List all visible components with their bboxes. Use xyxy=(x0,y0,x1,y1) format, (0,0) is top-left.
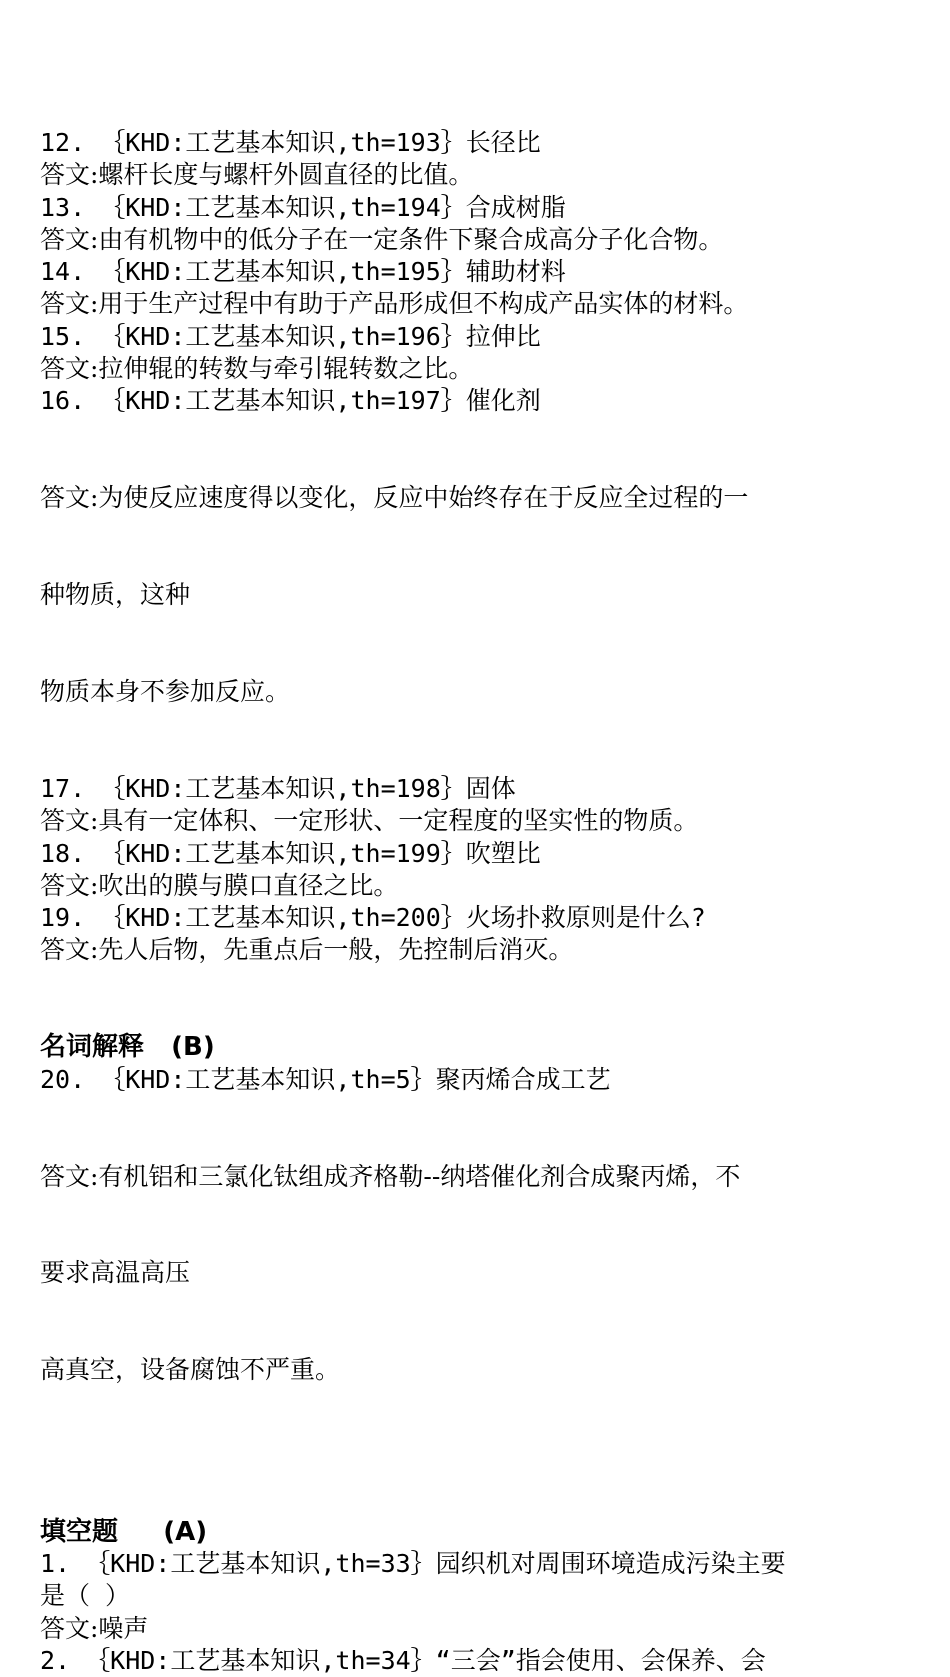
question-text: 18. ｛KHD:工艺基本知识,th=199｝吹塑比 xyxy=(40,838,541,868)
answer-line: 种物质，这种 xyxy=(40,580,191,610)
question-item xyxy=(40,256,860,321)
question-item xyxy=(40,127,860,192)
answer-text: 答文:螺杆长度与螺杆外圆直径的比值。 xyxy=(40,160,474,190)
question-text: 16. ｛KHD:工艺基本知识,th=197｝催化剂 xyxy=(40,386,541,416)
section-heading: 填空题 (A) xyxy=(40,1516,208,1547)
answer-line: 答文:为使反应速度得以变化，反应中始终存在于反应全过程的一 xyxy=(40,483,749,513)
answer-text: 答文:由有机物中的低分子在一定条件下聚合成高分子化合物。 xyxy=(40,224,724,254)
question-text: 14. ｛KHD:工艺基本知识,th=195｝辅助材料 xyxy=(40,257,566,287)
question-item xyxy=(40,773,860,838)
question-text: 17. ｛KHD:工艺基本知识,th=198｝固体 xyxy=(40,773,516,803)
question-text: 2. ｛KHD:工艺基本知识,th=34｝“三会”指会使用、会保养、会 xyxy=(40,1645,766,1675)
question-line: 是（ ） xyxy=(40,1581,131,1611)
answer-line: 要求高温高压 xyxy=(40,1258,191,1288)
section-c xyxy=(40,1516,860,1677)
question-text: 15. ｛KHD:工艺基本知识,th=196｝拉伸比 xyxy=(40,321,541,351)
answer-text: 答文:噪声 xyxy=(40,1613,149,1643)
answer-text: 答文:先人后物，先重点后一般，先控制后消灭。 xyxy=(40,935,574,965)
answer-text: 答文:拉伸辊的转数与牵引辊转数之比。 xyxy=(40,354,474,384)
answer-text xyxy=(40,1096,860,1451)
question-item xyxy=(40,385,860,773)
question-text: 13. ｛KHD:工艺基本知识,th=194｝合成树脂 xyxy=(40,192,566,222)
section-b xyxy=(40,1031,860,1451)
answer-text xyxy=(40,418,860,773)
question-text: 12. ｛KHD:工艺基本知识,th=193｝长径比 xyxy=(40,128,541,157)
question-item xyxy=(40,838,860,903)
question-item xyxy=(40,192,860,257)
answer-text: 答文:用于生产过程中有助于产品形成但不构成产品实体的材料。 xyxy=(40,289,749,319)
question-text: 19. ｛KHD:工艺基本知识,th=200｝火场扑救原则是什么? xyxy=(40,903,706,933)
document-page xyxy=(40,127,860,1677)
answer-line: 高真空，设备腐蚀不严重。 xyxy=(40,1355,341,1385)
question-item xyxy=(40,321,860,386)
section-heading: 名词解释 (B) xyxy=(40,1032,215,1063)
question-text xyxy=(40,1548,860,1613)
answer-line: 物质本身不参加反应。 xyxy=(40,677,291,707)
section-gap xyxy=(40,967,860,1032)
answer-text: 答文:吹出的膜与膜口直径之比。 xyxy=(40,870,399,900)
answer-text: 答文:具有一定体积、一定形状、一定程度的坚实性的物质。 xyxy=(40,806,699,836)
section-gap xyxy=(40,1451,860,1516)
question-text: 20. ｛KHD:工艺基本知识,th=5｝聚丙烯合成工艺 xyxy=(40,1064,611,1094)
answer-line: 答文:有机铝和三氯化钛组成齐格勒--纳塔催化剂合成聚丙烯，不 xyxy=(40,1161,741,1191)
question-item xyxy=(40,902,860,967)
question-line: 1. ｛KHD:工艺基本知识,th=33｝园织机对周围环境造成污染主要 xyxy=(40,1549,786,1579)
